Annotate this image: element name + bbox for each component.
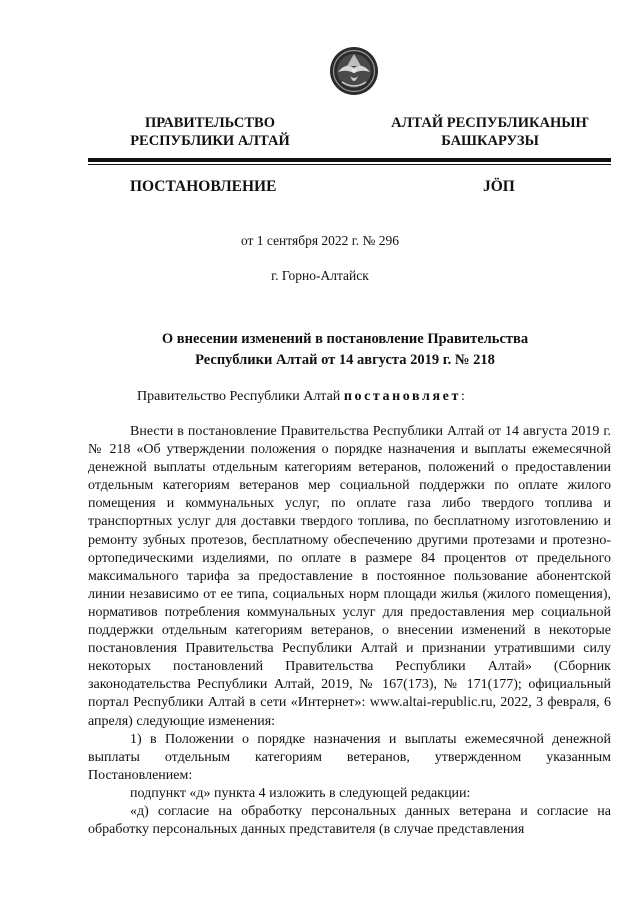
- preamble: [137, 389, 465, 405]
- document-body: [88, 423, 611, 839]
- government-name-line1: ПРАВИТЕЛЬСТВО: [145, 115, 275, 131]
- preamble-colon: :: [460, 389, 465, 404]
- document-title-line2: Республики Алтай от 14 августа 2019 г. № 218: [195, 352, 495, 368]
- government-name-russian: [110, 114, 310, 150]
- document-title-line1: О внесении изменений в постановление Правительства: [161, 331, 529, 347]
- document-title: [110, 329, 580, 371]
- doctype-altai: JÖП: [483, 178, 515, 195]
- government-name-altai-line2: БАШКАРУЗЫ: [441, 133, 539, 149]
- doctype-russian: ПОСТАНОВЛЕНИЕ: [130, 178, 277, 195]
- document-date-number: от 1 сентября 2022 г. № 296: [240, 233, 400, 248]
- body-paragraph: 1) в Положении о порядке назначения и выплаты ежемесячной денежной выплаты отдельным категориям ветеранов, утвержденном указанным Постановлением:: [88, 731, 611, 783]
- coat-of-arms-emblem: [328, 42, 380, 100]
- government-name-altai: [375, 114, 605, 150]
- header-divider-thick: [88, 158, 611, 162]
- document-city: г. Горно-Алтайск: [271, 268, 369, 283]
- preamble-verb: постановляет: [343, 389, 461, 404]
- body-paragraph: «д) согласие на обработку персональных данных ветерана и согласие на обработку персональных данных представителя (в случае представления: [88, 803, 611, 838]
- preamble-subject: Правительство Республики Алтай: [137, 389, 341, 404]
- government-name-altai-line1: АЛТАЙ РЕСПУБЛИКАНЫҤ: [391, 115, 589, 131]
- body-paragraph: Внести в постановление Правительства Республики Алтай от 14 августа 2019 г. № 218 «Об утверждении положения о порядке назначения и выплаты ежемесячной денежной выплаты отдельным категориям ветеранов, положений о предоставлении отдельным категориям ветеранов мер социальной поддержки по оплате жилого помещения и коммунальных услуг, по оплате газа либо твердого топлива и транспортных услуг для доставки твердого топлива, по бесплатному изготовлению и ремонту зубных протезов, бесплатному обеспечению другими протезами и протезно-ортопедическими изделиями, по оплате в размере 84 процентов от предельного максимального тарифа за предоставление в постоянное пользование абонентской линии независимо от ее типа, социальных норм площади жилья (жилого помещения), нормативов потребления коммунальных услуг для предоставления мер социальной поддержки отдельным категориям ветеранов, о внесении изменений в некоторые постановления Правительства Республики Алтай и признании утратившими силу некоторых постановлений Правительства Республики Алтай» (Сборник законодательства Республики Алтай, 2019, № 167(173), № 171(177); официальный портал Республики Алтай в сети «Интернет»: www.altai-republic.ru, 2022, 3 февраля, 6 апреля) следующие изменения:: [88, 424, 611, 729]
- header-divider-thin: [88, 164, 611, 165]
- body-paragraph: подпункт «д» пункта 4 изложить в следующей редакции:: [130, 785, 471, 801]
- government-name-line2: РЕСПУБЛИКИ АЛТАЙ: [130, 133, 290, 149]
